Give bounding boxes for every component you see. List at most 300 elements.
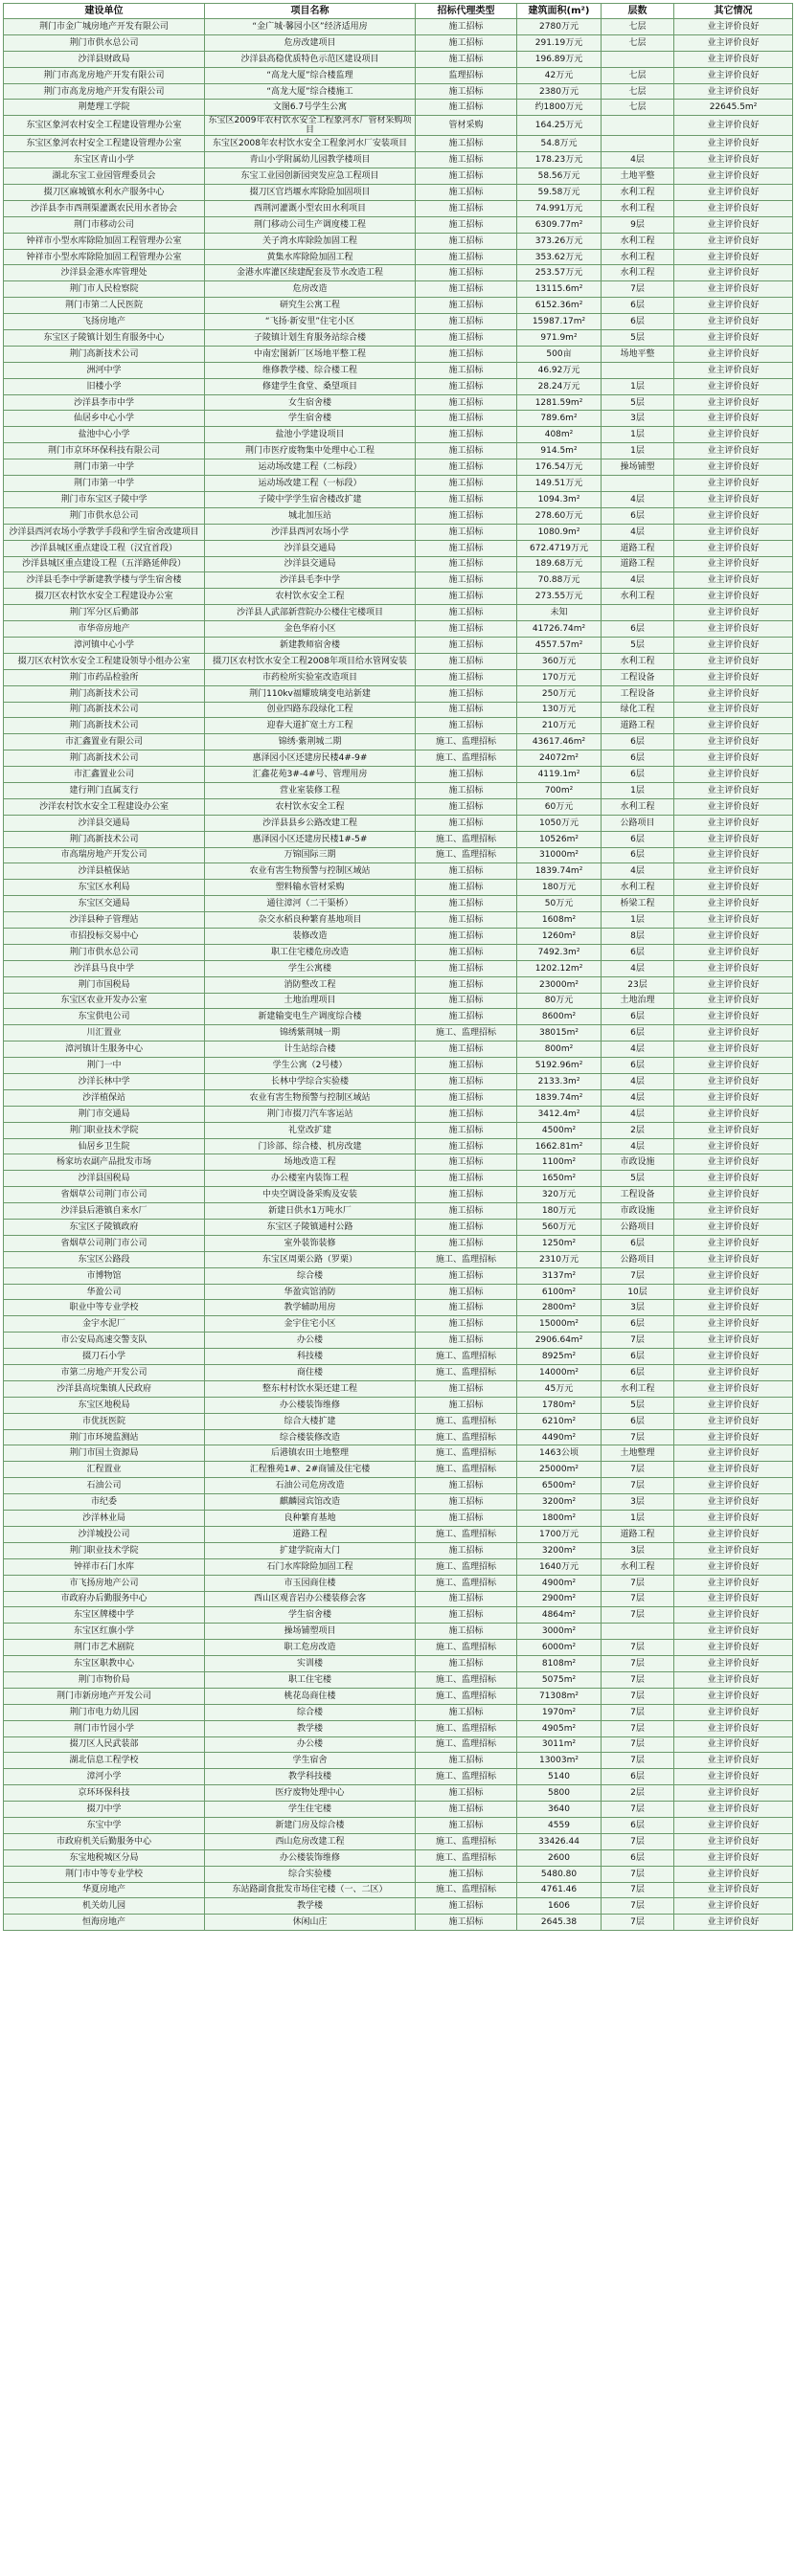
cell-owner: 京环环保科技 <box>4 1785 205 1802</box>
cell-area: 320万元 <box>517 1187 602 1203</box>
cell-area: 70.88万元 <box>517 572 602 589</box>
cell-project: 荆门110kv福耀玻璃变电站新建 <box>205 685 416 702</box>
cell-owner: 钟祥市小型水库除险加固工程管理办公室 <box>4 249 205 265</box>
cell-tender-type: 施工招标 <box>416 411 517 427</box>
cell-tender-type: 施工、监理招标 <box>416 1671 517 1688</box>
cell-tender-type: 施工、监理招标 <box>416 1736 517 1753</box>
cell-owner: 飞扬房地产 <box>4 314 205 330</box>
cell-tender-type: 施工招标 <box>416 798 517 815</box>
cell-tender-type: 施工招标 <box>416 993 517 1009</box>
cell-owner: 沙洋县高垸集镇人民政府 <box>4 1380 205 1397</box>
cell-other: 业主评价良好 <box>674 51 793 67</box>
cell-project: 综合楼 <box>205 1704 416 1720</box>
cell-floors: 操场铺塑 <box>602 459 674 476</box>
cell-tender-type: 施工招标 <box>416 1397 517 1413</box>
table-row <box>4 653 793 669</box>
cell-owner: 湖北东宝工业园管理委员会 <box>4 168 205 185</box>
cell-tender-type: 施工招标 <box>416 1802 517 1818</box>
table-row <box>4 669 793 685</box>
cell-tender-type: 施工招标 <box>416 1511 517 1527</box>
cell-area: 41726.74m² <box>517 621 602 638</box>
cell-other: 业主评价良好 <box>674 1349 793 1365</box>
cell-owner: 沙洋县李市中学 <box>4 394 205 411</box>
cell-other: 业主评价良好 <box>674 1429 793 1445</box>
cell-tender-type: 施工招标 <box>416 459 517 476</box>
cell-other: 业主评价良好 <box>674 1267 793 1284</box>
cell-area: 71308m² <box>517 1688 602 1704</box>
cell-project: 消防整改工程 <box>205 976 416 993</box>
header-other: 其它情况 <box>674 4 793 19</box>
cell-owner: 恒海房地产 <box>4 1915 205 1931</box>
cell-tender-type: 施工招标 <box>416 51 517 67</box>
cell-floors: 6层 <box>602 1235 674 1251</box>
cell-floors: 水利工程 <box>602 185 674 201</box>
cell-tender-type: 施工招标 <box>416 863 517 880</box>
cell-area: 未知 <box>517 605 602 621</box>
cell-tender-type: 施工招标 <box>416 394 517 411</box>
cell-owner: 沙洋城投公司 <box>4 1526 205 1542</box>
table-row <box>4 1429 793 1445</box>
cell-project: 学生公寓楼 <box>205 960 416 976</box>
cell-floors: 5层 <box>602 330 674 347</box>
cell-project: 农村饮水安全工程 <box>205 798 416 815</box>
cell-other: 业主评价良好 <box>674 1671 793 1688</box>
cell-other: 业主评价良好 <box>674 1494 793 1511</box>
cell-owner: 荆门军分区后勤部 <box>4 605 205 621</box>
table-row <box>4 378 793 394</box>
cell-owner: 东宝地税城区分局 <box>4 1849 205 1866</box>
cell-project: 麒麟园宾馆改造 <box>205 1494 416 1511</box>
cell-floors: 6层 <box>602 734 674 750</box>
cell-tender-type: 施工招标 <box>416 1494 517 1511</box>
cell-floors: 7层 <box>602 1802 674 1818</box>
cell-project: 沙洋县毛李中学 <box>205 572 416 589</box>
cell-owner: 荆门市环境监测站 <box>4 1429 205 1445</box>
table-row <box>4 1558 793 1575</box>
cell-tender-type: 施工招标 <box>416 1591 517 1607</box>
cell-area: 28.24万元 <box>517 378 602 394</box>
cell-project: 操场铺塑项目 <box>205 1624 416 1640</box>
cell-other: 业主评价良好 <box>674 1009 793 1025</box>
cell-owner: 东宝区牌楼中学 <box>4 1607 205 1624</box>
cell-floors: 7层 <box>602 281 674 298</box>
cell-owner: 掇刀区农村饮水安全工程建设办公室 <box>4 589 205 605</box>
cell-floors: 工程设备 <box>602 685 674 702</box>
cell-owner: 华盈公司 <box>4 1284 205 1300</box>
cell-area: 3200m² <box>517 1542 602 1558</box>
table-row <box>4 637 793 653</box>
cell-tender-type: 施工、监理招标 <box>416 831 517 847</box>
cell-area: 1260m² <box>517 928 602 944</box>
cell-owner: 东宝区公路段 <box>4 1251 205 1267</box>
table-row <box>4 1138 793 1154</box>
cell-floors: 8层 <box>602 928 674 944</box>
cell-tender-type: 施工、监理招标 <box>416 1882 517 1898</box>
table-row <box>4 1333 793 1349</box>
cell-area: 210万元 <box>517 718 602 734</box>
cell-owner: 川汇置业 <box>4 1025 205 1042</box>
table-row <box>4 540 793 556</box>
cell-floors: 7层 <box>602 1478 674 1494</box>
cell-other: 业主评价良好 <box>674 815 793 831</box>
table-row <box>4 476 793 492</box>
cell-tender-type: 施工招标 <box>416 556 517 572</box>
cell-project: 华盈宾馆消防 <box>205 1284 416 1300</box>
cell-tender-type: 施工招标 <box>416 427 517 443</box>
cell-tender-type: 施工、监理招标 <box>416 1365 517 1381</box>
cell-tender-type: 施工招标 <box>416 1235 517 1251</box>
cell-owner: 市博物馆 <box>4 1267 205 1284</box>
cell-other: 业主评价良好 <box>674 1817 793 1833</box>
cell-owner: 荆楚理工学院 <box>4 100 205 116</box>
cell-floors <box>602 51 674 67</box>
cell-other: 业主评价良好 <box>674 1720 793 1736</box>
cell-owner: 职业中等专业学校 <box>4 1300 205 1316</box>
cell-floors: 7层 <box>602 1429 674 1445</box>
cell-owner: 石油公司 <box>4 1478 205 1494</box>
cell-owner: 荆门市第一中学 <box>4 459 205 476</box>
cell-project: 学生宿舍楼 <box>205 411 416 427</box>
table-row <box>4 1413 793 1429</box>
cell-area: 5800 <box>517 1785 602 1802</box>
cell-floors: 4层 <box>602 572 674 589</box>
cell-project: 沙洋县西河农场小学 <box>205 524 416 540</box>
cell-floors: 6层 <box>602 507 674 524</box>
table-row <box>4 216 793 233</box>
table-row <box>4 51 793 67</box>
cell-other: 业主评价良好 <box>674 265 793 281</box>
cell-other: 业主评价良好 <box>674 831 793 847</box>
cell-project: 维修教学楼、综合楼工程 <box>205 362 416 378</box>
table-row <box>4 605 793 621</box>
cell-project: 沙洋县人武部新营院办公楼住宅楼项目 <box>205 605 416 621</box>
cell-other: 业主评价良好 <box>674 476 793 492</box>
cell-owner: 钟祥市石门水库 <box>4 1558 205 1575</box>
cell-area: 1640万元 <box>517 1558 602 1575</box>
cell-owner: 沙洋县后港镇自来水厂 <box>4 1203 205 1220</box>
cell-area: 6000m² <box>517 1640 602 1656</box>
cell-area: 196.89万元 <box>517 51 602 67</box>
cell-area: 291.19万元 <box>517 34 602 51</box>
cell-tender-type: 施工招标 <box>416 944 517 960</box>
cell-floors: 3层 <box>602 1494 674 1511</box>
cell-other: 业主评价良好 <box>674 1704 793 1720</box>
cell-owner: 洲河中学 <box>4 362 205 378</box>
cell-tender-type: 施工、监理招标 <box>416 1640 517 1656</box>
cell-area: 4559 <box>517 1817 602 1833</box>
cell-tender-type: 施工招标 <box>416 314 517 330</box>
cell-floors: 7层 <box>602 1753 674 1769</box>
cell-floors: 4层 <box>602 524 674 540</box>
cell-other: 业主评价良好 <box>674 19 793 35</box>
table-row <box>4 815 793 831</box>
cell-area: 1202.12m² <box>517 960 602 976</box>
cell-floors: 七层 <box>602 19 674 35</box>
cell-area: 6210m² <box>517 1413 602 1429</box>
table-row <box>4 896 793 912</box>
cell-tender-type: 施工招标 <box>416 1785 517 1802</box>
cell-floors: 1层 <box>602 1511 674 1527</box>
cell-owner: 荆门市竹园小学 <box>4 1720 205 1736</box>
cell-other: 业主评价良好 <box>674 685 793 702</box>
cell-project: 子陵中学学生宿舍楼改扩建 <box>205 491 416 507</box>
cell-floors: 9层 <box>602 216 674 233</box>
cell-project: 青山小学附属幼儿园教学楼项目 <box>205 152 416 168</box>
cell-owner: 荆门市高龙房地产开发有限公司 <box>4 83 205 100</box>
cell-floors: 七层 <box>602 83 674 100</box>
table-row <box>4 507 793 524</box>
cell-tender-type: 施工招标 <box>416 1284 517 1300</box>
cell-project: 迎春大道扩宽土方工程 <box>205 718 416 734</box>
cell-floors: 工程设备 <box>602 1187 674 1203</box>
cell-project: 荆门市掇刀汽车客运站 <box>205 1106 416 1122</box>
cell-floors: 水利工程 <box>602 200 674 216</box>
cell-tender-type: 施工招标 <box>416 330 517 347</box>
table-row <box>4 1220 793 1236</box>
table-header-row <box>4 4 793 19</box>
cell-floors: 市政设施 <box>602 1203 674 1220</box>
table-row <box>4 1866 793 1882</box>
cell-project: 子陵镇计划生育服务站综合楼 <box>205 330 416 347</box>
cell-floors: 七层 <box>602 100 674 116</box>
cell-project: 西山区观音岩办公楼装修会客 <box>205 1591 416 1607</box>
cell-owner: 荆门市中等专业学校 <box>4 1866 205 1882</box>
table-row <box>4 1915 793 1931</box>
cell-owner: 沙洋县种子管理站 <box>4 912 205 929</box>
cell-project: 教学辅助用房 <box>205 1300 416 1316</box>
cell-project: 西荆河灌溉小型农田水利项目 <box>205 200 416 216</box>
cell-owner: 荆门市东宝区子陵中学 <box>4 491 205 507</box>
cell-floors: 6层 <box>602 1349 674 1365</box>
cell-other: 业主评价良好 <box>674 185 793 201</box>
cell-owner: 市纪委 <box>4 1494 205 1511</box>
cell-other: 业主评价良好 <box>674 314 793 330</box>
performance-table-container <box>3 3 792 1931</box>
cell-owner: 荆门高新技术公司 <box>4 750 205 767</box>
cell-floors: 4层 <box>602 1074 674 1090</box>
cell-area: 1662.81m² <box>517 1138 602 1154</box>
cell-other: 业主评价良好 <box>674 1235 793 1251</box>
table-row <box>4 556 793 572</box>
cell-area: 约1800万元 <box>517 100 602 116</box>
cell-owner: 漳河小学 <box>4 1769 205 1785</box>
cell-owner: 掇刀中学 <box>4 1802 205 1818</box>
cell-tender-type: 施工招标 <box>416 1106 517 1122</box>
cell-owner: 沙洋县西河农场小学教学手段和学生宿舍改建项目 <box>4 524 205 540</box>
cell-tender-type: 施工、监理招标 <box>416 1526 517 1542</box>
cell-other: 业主评价良好 <box>674 1769 793 1785</box>
cell-floors: 7层 <box>602 1866 674 1882</box>
cell-tender-type: 施工、监理招标 <box>416 734 517 750</box>
cell-tender-type: 施工招标 <box>416 265 517 281</box>
cell-area: 2310万元 <box>517 1251 602 1267</box>
cell-area: 58.56万元 <box>517 168 602 185</box>
cell-area: 4557.57m² <box>517 637 602 653</box>
cell-other: 业主评价良好 <box>674 1413 793 1429</box>
cell-area: 273.55万元 <box>517 589 602 605</box>
cell-project: 休闲山庄 <box>205 1915 416 1931</box>
cell-tender-type: 施工招标 <box>416 605 517 621</box>
cell-floors: 市政设施 <box>602 1154 674 1171</box>
table-row <box>4 912 793 929</box>
cell-tender-type: 施工招标 <box>416 589 517 605</box>
cell-area: 1839.74m² <box>517 1089 602 1106</box>
cell-project: 塑料输水管材采购 <box>205 880 416 896</box>
cell-area: 4490m² <box>517 1429 602 1445</box>
cell-tender-type: 施工招标 <box>416 491 517 507</box>
cell-floors: 2层 <box>602 1122 674 1138</box>
header-tender-type: 招标代理类型 <box>416 4 517 19</box>
cell-other: 业主评价良好 <box>674 152 793 168</box>
cell-area: 24072m² <box>517 750 602 767</box>
table-row <box>4 1009 793 1025</box>
cell-tender-type: 施工招标 <box>416 476 517 492</box>
cell-area: 1606 <box>517 1898 602 1915</box>
cell-floors: 水利工程 <box>602 589 674 605</box>
cell-area: 5480.80 <box>517 1866 602 1882</box>
cell-other: 业主评价良好 <box>674 1316 793 1333</box>
cell-owner: 市公安局高速交警支队 <box>4 1333 205 1349</box>
cell-floors: 七层 <box>602 34 674 51</box>
cell-tender-type: 施工招标 <box>416 912 517 929</box>
cell-area: 59.58万元 <box>517 185 602 201</box>
cell-owner: 荆门市新房地产开发公司 <box>4 1688 205 1704</box>
cell-tender-type: 施工招标 <box>416 896 517 912</box>
cell-other: 业主评价良好 <box>674 1640 793 1656</box>
cell-project: 职工住宅楼 <box>205 1671 416 1688</box>
table-row <box>4 1235 793 1251</box>
cell-other: 业主评价良好 <box>674 346 793 362</box>
cell-owner: 旧楼小学 <box>4 378 205 394</box>
cell-floors: 7层 <box>602 1333 674 1349</box>
table-row <box>4 1074 793 1090</box>
cell-project: “高龙大厦”综合楼施工 <box>205 83 416 100</box>
cell-project: 农业有害生物预警与控制区域站 <box>205 863 416 880</box>
cell-owner: 荆门高新技术公司 <box>4 702 205 718</box>
table-row <box>4 1656 793 1672</box>
table-row <box>4 1058 793 1074</box>
cell-other: 业主评价良好 <box>674 1833 793 1849</box>
cell-other: 业主评价良好 <box>674 1171 793 1187</box>
table-row <box>4 960 793 976</box>
cell-area: 33426.44 <box>517 1833 602 1849</box>
cell-other: 业主评价良好 <box>674 1607 793 1624</box>
cell-floors: 7层 <box>602 1267 674 1284</box>
cell-other: 业主评价良好 <box>674 847 793 863</box>
table-row <box>4 1542 793 1558</box>
cell-floors <box>602 476 674 492</box>
cell-project: 医疗废物处理中心 <box>205 1785 416 1802</box>
cell-tender-type: 施工招标 <box>416 1154 517 1171</box>
cell-owner: 沙洋县金港水库管理处 <box>4 265 205 281</box>
cell-project: 长林中学综合实验楼 <box>205 1074 416 1090</box>
table-row <box>4 1607 793 1624</box>
cell-tender-type: 施工招标 <box>416 19 517 35</box>
table-row <box>4 1478 793 1494</box>
cell-owner: 东宝区农业开发办公室 <box>4 993 205 1009</box>
cell-area: 6500m² <box>517 1478 602 1494</box>
cell-owner: 掇刀石小学 <box>4 1349 205 1365</box>
cell-project: 计生站综合楼 <box>205 1042 416 1058</box>
cell-tender-type: 施工招标 <box>416 1542 517 1558</box>
cell-other: 业主评价良好 <box>674 1624 793 1640</box>
table-row <box>4 1267 793 1284</box>
table-row <box>4 880 793 896</box>
cell-other: 业主评价良好 <box>674 168 793 185</box>
cell-area: 373.26万元 <box>517 233 602 249</box>
cell-floors: 3层 <box>602 411 674 427</box>
cell-area: 42万元 <box>517 67 602 83</box>
cell-tender-type: 施工招标 <box>416 152 517 168</box>
cell-tender-type: 施工招标 <box>416 1203 517 1220</box>
cell-floors: 水利工程 <box>602 233 674 249</box>
cell-other: 业主评价良好 <box>674 960 793 976</box>
cell-other: 业主评价良好 <box>674 880 793 896</box>
table-row <box>4 1154 793 1171</box>
cell-other: 业主评价良好 <box>674 1154 793 1171</box>
cell-owner: 荆门市高龙房地产开发有限公司 <box>4 67 205 83</box>
cell-tender-type: 施工、监理招标 <box>416 1462 517 1478</box>
cell-project: 石油公司危房改造 <box>205 1478 416 1494</box>
cell-owner: 东宝区红旗小学 <box>4 1624 205 1640</box>
cell-tender-type: 施工招标 <box>416 782 517 798</box>
table-row <box>4 734 793 750</box>
cell-floors: 土地整理 <box>602 1445 674 1462</box>
cell-owner: 仙居乡卫生院 <box>4 1138 205 1154</box>
cell-tender-type: 施工招标 <box>416 233 517 249</box>
cell-owner: 荆门市艺术剧院 <box>4 1640 205 1656</box>
cell-owner: 汇程置业 <box>4 1462 205 1478</box>
cell-floors: 7层 <box>602 1915 674 1931</box>
cell-owner: 荆门市京环环保科技有限公司 <box>4 443 205 459</box>
cell-owner: 沙洋县城区重点建设工程（汉宜首段） <box>4 540 205 556</box>
cell-other: 业主评价良好 <box>674 782 793 798</box>
cell-floors <box>602 362 674 378</box>
cell-other: 业主评价良好 <box>674 1025 793 1042</box>
cell-tender-type: 施工、监理招标 <box>416 847 517 863</box>
cell-tender-type: 施工、监理招标 <box>416 1575 517 1591</box>
cell-tender-type: 施工、监理招标 <box>416 1849 517 1866</box>
cell-area: 13003m² <box>517 1753 602 1769</box>
cell-other: 业主评价良好 <box>674 1736 793 1753</box>
cell-project: 后港镇农田土地整理 <box>205 1445 416 1462</box>
cell-floors: 5层 <box>602 637 674 653</box>
cell-project: 万锦国际三期 <box>205 847 416 863</box>
cell-other: 业主评价良好 <box>674 863 793 880</box>
table-row <box>4 1284 793 1300</box>
cell-tender-type: 施工招标 <box>416 249 517 265</box>
cell-floors: 7层 <box>602 1640 674 1656</box>
cell-project: 职工住宅楼危房改造 <box>205 944 416 960</box>
cell-owner: 东宝区职教中心 <box>4 1656 205 1672</box>
cell-tender-type: 施工招标 <box>416 880 517 896</box>
cell-other: 业主评价良好 <box>674 394 793 411</box>
cell-tender-type: 施工招标 <box>416 702 517 718</box>
cell-other: 业主评价良好 <box>674 507 793 524</box>
cell-area: 1839.74m² <box>517 863 602 880</box>
cell-area: 360万元 <box>517 653 602 669</box>
cell-owner: 金宇水泥厂 <box>4 1316 205 1333</box>
table-row <box>4 185 793 201</box>
cell-other: 22645.5m² <box>674 100 793 116</box>
table-row <box>4 1817 793 1833</box>
cell-floors: 7层 <box>602 1833 674 1849</box>
table-row <box>4 524 793 540</box>
cell-floors: 6层 <box>602 1058 674 1074</box>
table-row <box>4 67 793 83</box>
cell-other: 业主评价良好 <box>674 1089 793 1106</box>
table-row <box>4 314 793 330</box>
